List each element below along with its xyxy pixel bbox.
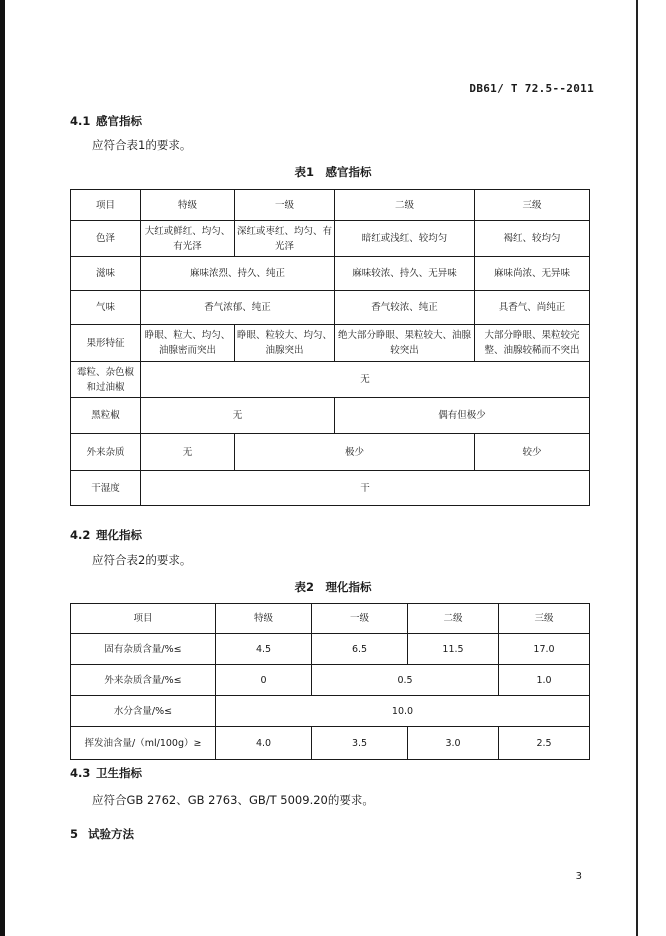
header-cell: 特级 (141, 190, 235, 221)
section-number: 4.2 (70, 528, 91, 542)
section-number: 4.1 (70, 114, 91, 128)
table-row (71, 665, 590, 696)
row-label: 干湿度 (71, 471, 141, 506)
row-label: 外来杂质含量/%≤ (71, 665, 216, 696)
table-cell: 麻味较浓、持久、无异味 (335, 257, 475, 291)
table-cell: 无 (141, 398, 335, 434)
table-cell: 麻味尚浓、无异味 (475, 257, 590, 291)
table-cell: 大部分睁眼、果粒较完整、油腺较稀而不突出 (475, 325, 590, 362)
table-cell: 较少 (475, 434, 590, 471)
table-cell: 麻味浓烈、持久、纯正 (141, 257, 335, 291)
section-4-3-heading (70, 765, 142, 781)
scan-edge-right (636, 0, 638, 936)
table-cell: 暗红或浅红、较均匀 (335, 221, 475, 257)
table-cell: 香气浓郁、纯正 (141, 291, 335, 325)
table-cell: 4.0 (216, 727, 312, 760)
table-cell: 2.5 (499, 727, 590, 760)
row-label: 黑粒椒 (71, 398, 141, 434)
table-cell: 绝大部分睁眼、果粒较大、油腺较突出 (335, 325, 475, 362)
row-label: 色泽 (71, 221, 141, 257)
section-title: 理化指标 (96, 528, 142, 542)
table-cell: 无 (141, 434, 235, 471)
table-row (71, 190, 590, 221)
section-number: 4.3 (70, 766, 91, 780)
header-cell: 项目 (71, 604, 216, 634)
table-cell: 1.0 (499, 665, 590, 696)
row-label: 外来杂质 (71, 434, 141, 471)
page-number: 3 (575, 871, 582, 882)
table-cell: 0 (216, 665, 312, 696)
section-4-3-text: 应符合GB 2762、GB 2763、GB/T 5009.20的要求。 (92, 793, 374, 807)
table-cell: 11.5 (408, 634, 499, 665)
table-row (71, 634, 590, 665)
table1-caption: 表1 感官指标 (294, 165, 372, 179)
header-cell: 特级 (216, 604, 312, 634)
scan-edge-left (0, 0, 5, 936)
table-cell: 3.0 (408, 727, 499, 760)
row-label: 滋味 (71, 257, 141, 291)
table-row (71, 257, 590, 291)
table-cell: 具香气、尚纯正 (475, 291, 590, 325)
row-label: 气味 (71, 291, 141, 325)
section-5-heading (70, 826, 134, 842)
table-row (71, 325, 590, 362)
table-cell: 0.5 (312, 665, 499, 696)
table-cell: 偶有但极少 (335, 398, 590, 434)
table-cell: 大红或鲜红、均匀、有光泽 (141, 221, 235, 257)
table2-physicochemical (70, 603, 590, 760)
header-cell: 三级 (499, 604, 590, 634)
section-4-2-text: 应符合表2的要求。 (92, 553, 192, 567)
document-code: DB61/ T 72.5--2011 (469, 82, 594, 95)
table-cell: 褐红、较均匀 (475, 221, 590, 257)
header-cell: 项目 (71, 190, 141, 221)
table-cell: 睁眼、粒较大、均匀、油腺突出 (235, 325, 335, 362)
table-cell: 无 (141, 362, 590, 398)
header-cell: 二级 (408, 604, 499, 634)
table-row (71, 727, 590, 760)
table-cell: 极少 (235, 434, 475, 471)
table-cell: 17.0 (499, 634, 590, 665)
table-cell: 睁眼、粒大、均匀、油腺密而突出 (141, 325, 235, 362)
header-cell: 一级 (235, 190, 335, 221)
header-cell: 一级 (312, 604, 408, 634)
row-label: 果形特征 (71, 325, 141, 362)
table-cell: 4.5 (216, 634, 312, 665)
table-row (71, 696, 590, 727)
section-title: 试验方法 (88, 827, 134, 841)
section-title: 卫生指标 (96, 766, 142, 780)
row-label: 挥发油含量/（ml/100g）≥ (71, 727, 216, 760)
section-4-2-heading (70, 527, 142, 543)
table-row (71, 604, 590, 634)
row-label: 水分含量/%≤ (71, 696, 216, 727)
table-row (71, 221, 590, 257)
table-row (71, 362, 590, 398)
section-4-1-text: 应符合表1的要求。 (92, 138, 192, 152)
table-row (71, 398, 590, 434)
table-cell: 深红或枣红、均匀、有光泽 (235, 221, 335, 257)
header-cell: 三级 (475, 190, 590, 221)
row-label: 霉粒、杂色椒和过油椒 (71, 362, 141, 398)
table2-caption: 表2 理化指标 (294, 580, 372, 594)
table-cell: 干 (141, 471, 590, 506)
table-cell: 香气较浓、纯正 (335, 291, 475, 325)
row-label: 固有杂质含量/%≤ (71, 634, 216, 665)
table-row (71, 291, 590, 325)
header-cell: 二级 (335, 190, 475, 221)
table-row (71, 434, 590, 471)
section-number: 5 (70, 827, 79, 841)
table-cell: 3.5 (312, 727, 408, 760)
table1-sensory (70, 189, 590, 506)
table-row (71, 471, 590, 506)
table-cell: 10.0 (216, 696, 590, 727)
section-4-1-heading (70, 113, 142, 129)
table-cell: 6.5 (312, 634, 408, 665)
section-title: 感官指标 (96, 114, 142, 128)
